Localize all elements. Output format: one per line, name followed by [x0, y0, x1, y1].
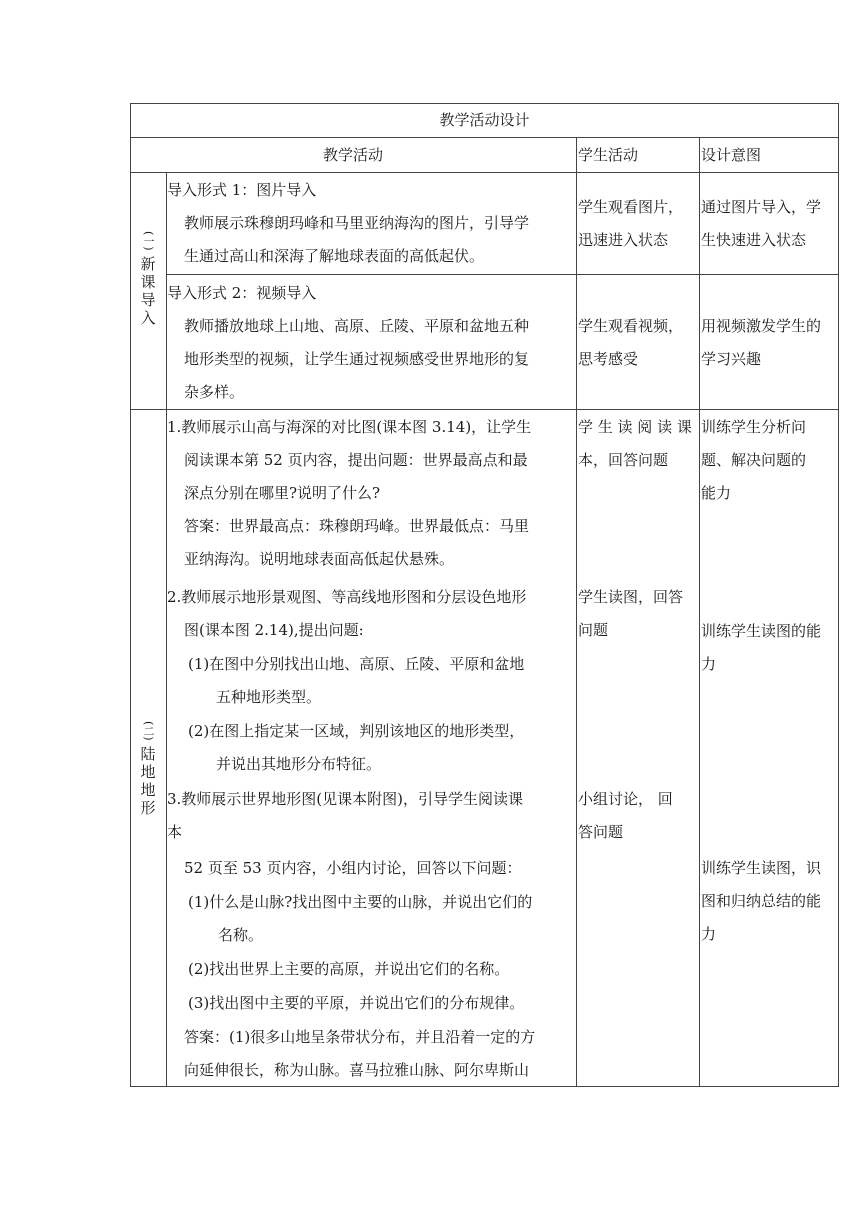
section-label-number: (一) [142, 231, 155, 251]
table-row-divider [130, 137, 839, 138]
design-intent-text: 训练学生读图的能 [701, 622, 822, 640]
activity-line: 52 页至 53 页内容，小组内讨论，回答以下问题： [184, 859, 522, 877]
table-title: 教学活动设计 [439, 111, 530, 129]
section-label-char: 地 [140, 780, 156, 799]
design-intent-text: 题、解决问题的 [701, 451, 807, 469]
design-intent-text: 学习兴趣 [701, 350, 762, 368]
activity-line: 导入形式 1：图片导入 [167, 181, 317, 199]
activity-line: 3.教师展示世界地形图(见课本附图)，引导学生阅读课 [167, 790, 524, 808]
activity-line: 1.教师展示山高与海深的对比图(课本图 3.14)，让学生 [167, 418, 532, 436]
activity-line: 深点分别在哪里?说明了什么? [184, 484, 381, 502]
lesson-table [130, 103, 839, 1087]
activity-line: (2)在图上指定某一区域，判别该地区的地形类型， [188, 722, 525, 740]
activity-line: 生通过高山和深海了解地球表面的高低起伏。 [184, 247, 485, 265]
student-activity-text: 答问题 [578, 823, 624, 841]
section-label-char: 导 [140, 290, 156, 309]
student-activity-text: 学生观看视频， [578, 317, 684, 335]
activity-line: (1)什么是山脉?找出图中主要的山脉，并说出它们的 [188, 893, 533, 911]
student-activity-text: 学 生 读 阅 读 课 [578, 418, 692, 436]
activity-line: (1)在图中分别找出山地、高原、丘陵、平原和盆地 [188, 655, 525, 673]
section-label-char: 形 [140, 798, 156, 817]
header-design-intent: 设计意图 [701, 146, 762, 164]
header-teaching-activity: 教学活动 [322, 146, 383, 164]
activity-line: 答案：世界最高点：珠穆朗玛峰。世界最低点：马里 [184, 517, 530, 535]
activity-line: 亚纳海沟。说明地球表面高低起伏悬殊。 [184, 550, 455, 568]
activity-line: 本 [167, 823, 183, 841]
student-activity-text: 思考感受 [578, 350, 639, 368]
table-border-left [130, 103, 131, 1087]
student-activity-text: 迅速进入状态 [578, 231, 669, 249]
section-label-char: 入 [140, 308, 156, 327]
student-activity-text: 问题 [578, 621, 609, 639]
design-intent-text: 用视频激发学生的 [701, 317, 822, 335]
design-intent-text: 图和归纳总结的能 [701, 892, 822, 910]
activity-line: 向延伸很长，称为山脉。喜马拉雅山脉、阿尔卑斯山 [184, 1061, 530, 1079]
section-label-char: 地 [140, 762, 156, 781]
activity-line: 并说出其地形分布特征。 [216, 755, 382, 773]
section-label-char: 陆 [140, 744, 156, 763]
activity-line: 导入形式 2：视频导入 [167, 284, 317, 302]
student-activity-text: 学生观看图片， [578, 198, 684, 216]
student-activity-text: 学生读图，回答 [578, 588, 684, 606]
section-label-new-lesson [139, 231, 157, 327]
activity-line: 教师播放地球上山地、高原、丘陵、平原和盆地五种 [184, 317, 530, 335]
design-intent-text: 力 [701, 925, 717, 943]
activity-line: (2)找出世界上主要的高原，并说出它们的名称。 [188, 960, 510, 978]
design-intent-text: 能力 [701, 484, 732, 502]
student-activity-text: 本，回答问题 [578, 451, 669, 469]
activity-line: 杂多样。 [184, 383, 245, 401]
header-student-activity: 学生活动 [578, 146, 639, 164]
table-row-divider [166, 274, 839, 275]
activity-line: 五种地形类型。 [216, 688, 322, 706]
activity-line: 地形类型的视频，让学生通过视频感受世界地形的复 [184, 350, 530, 368]
table-col-divider [699, 137, 700, 1087]
design-intent-text: 生快速进入状态 [701, 231, 807, 249]
student-activity-text: 小组讨论， 回 [578, 790, 673, 808]
design-intent-text: 训练学生分析问 [701, 418, 807, 436]
section-label-char: 新 [140, 254, 156, 273]
section-label-char: 课 [140, 272, 156, 291]
activity-line: 教师展示珠穆朗玛峰和马里亚纳海沟的图片，引导学 [184, 214, 530, 232]
activity-line: 答案：(1)很多山地呈条带状分布，并且沿着一定的方 [184, 1028, 536, 1046]
activity-line: 2.教师展示地形景观图、等高线地形图和分层设色地形 [167, 588, 527, 606]
activity-line: (3)找出图中主要的平原，并说出它们的分布规律。 [188, 994, 525, 1012]
design-intent-text: 通过图片导入，学 [701, 198, 822, 216]
design-intent-text: 训练学生读图，识 [701, 859, 822, 877]
activity-line: 图(课本图 2.14),提出问题: [184, 621, 364, 639]
table-col-divider [576, 137, 577, 1087]
table-row-divider [130, 172, 839, 173]
design-intent-text: 力 [701, 655, 717, 673]
activity-line: 阅读课本第 52 页内容，提出问题：世界最高点和最 [184, 451, 528, 469]
table-row-divider [130, 409, 839, 410]
section-label-number: (二) [142, 721, 155, 741]
section-label-land-landforms [139, 721, 157, 817]
table-border-right [838, 103, 839, 1087]
activity-line: 名称。 [218, 926, 264, 944]
